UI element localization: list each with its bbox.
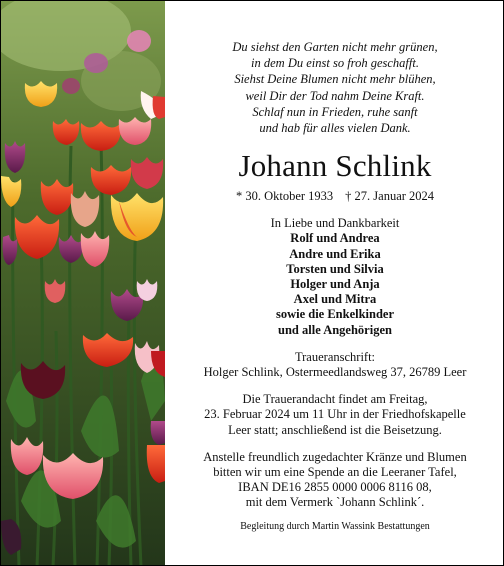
life-dates bbox=[165, 188, 504, 204]
mourning-address bbox=[165, 350, 504, 380]
poem-line: weil Dir der Tod nahm Deine Kraft. bbox=[245, 88, 425, 103]
death-date: † 27. Januar 2024 bbox=[345, 189, 435, 204]
service-info bbox=[165, 392, 504, 438]
address-label: Traueranschrift: bbox=[294, 349, 376, 364]
donation-line: bitten wir um eine Spende an die Leeraner Tafel, bbox=[213, 465, 457, 480]
mourner-name: und alle Angehörigen bbox=[278, 322, 392, 337]
funeral-home-credit: Begleitung durch Martin Wassink Bestattungen bbox=[240, 520, 430, 532]
service-line: Leer statt; anschließend ist die Beisetzung. bbox=[228, 422, 442, 437]
mourner-name: Torsten und Silvia bbox=[286, 261, 384, 276]
donation-line: IBAN DE16 2855 0000 0006 8116 08, bbox=[238, 480, 432, 495]
mourner-name: Andre und Erika bbox=[289, 246, 381, 261]
poem-line: in dem Du einst so froh geschafft. bbox=[251, 56, 419, 71]
mourner-name: sowie die Enkelkinder bbox=[275, 307, 395, 322]
poem-line: Schlaf nun in Frieden, ruhe sanft bbox=[252, 104, 418, 119]
memorial-poem bbox=[165, 39, 504, 136]
poem-line: und hab für alles vielen Dank. bbox=[259, 121, 411, 136]
mourner-name: Holger und Anja bbox=[290, 277, 380, 292]
deceased-name: Johann Schlink bbox=[238, 148, 432, 184]
service-line: Die Trauerandacht findet am Freitag, bbox=[242, 392, 428, 407]
mourner-name: Axel und Mitra bbox=[293, 292, 377, 307]
notice-text bbox=[165, 1, 504, 566]
mourners-list bbox=[165, 216, 504, 338]
poem-line: Du siehst den Garten nicht mehr grünen, bbox=[232, 40, 438, 54]
poem-line: Siehst Deine Blumen nicht mehr blühen, bbox=[234, 72, 436, 87]
mourner-name: Rolf und Andrea bbox=[290, 231, 380, 246]
mourners-intro: In Liebe und Dankbarkeit bbox=[270, 216, 400, 231]
donation-line: mit dem Vermerk `Johann Schlink´. bbox=[245, 495, 425, 510]
birth-date: * 30. Oktober 1933 bbox=[235, 189, 334, 204]
service-line: 23. Februar 2024 um 11 Uhr in der Friedhofskapelle bbox=[204, 407, 466, 422]
address-line: Holger Schlink, Ostermeedlandsweg 37, 26789 Leer bbox=[203, 365, 467, 380]
tulip-field-photo bbox=[1, 1, 165, 566]
donation-line: Anstelle freundlich zugedachter Kränze und Blumen bbox=[203, 449, 467, 464]
donation-info bbox=[165, 450, 504, 511]
